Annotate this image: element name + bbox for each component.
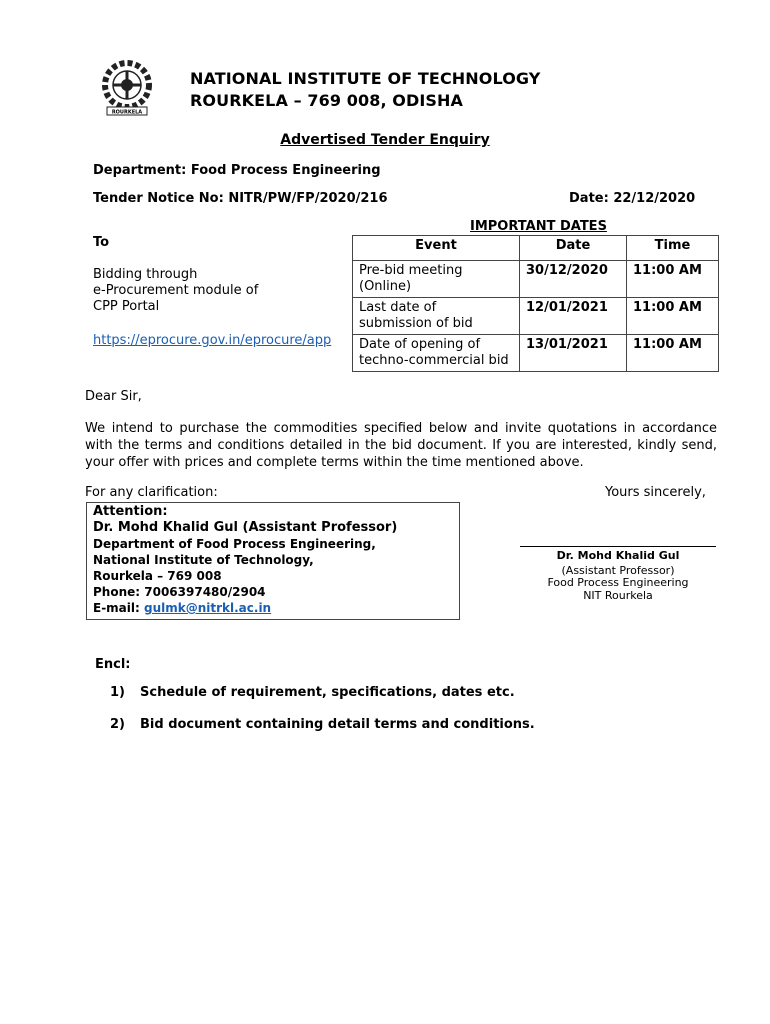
- col-date: Date: [520, 236, 627, 261]
- eprocure-link[interactable]: https://eprocure.gov.in/eprocure/app: [93, 333, 332, 348]
- to-address: [93, 267, 258, 315]
- contact-email-row: [93, 600, 453, 616]
- enclosure-num: 2): [110, 717, 125, 732]
- time-cell: 11:00 AM: [627, 335, 719, 372]
- contact-city: Rourkela – 769 008: [93, 569, 222, 583]
- tender-notice: Tender Notice No: NITR/PW/FP/2020/216: [93, 191, 388, 206]
- date-cell: 12/01/2021: [520, 298, 627, 335]
- contact-phone: Phone: 7006397480/2904: [93, 585, 266, 599]
- signature-institute: NIT Rourkela: [583, 589, 653, 602]
- salutation: Dear Sir,: [85, 389, 142, 404]
- enclosure-num: 1): [110, 685, 125, 700]
- page-title: Advertised Tender Enquiry: [280, 132, 490, 148]
- logo-text: ROURKELA: [111, 109, 143, 116]
- important-dates-heading: IMPORTANT DATES: [470, 219, 607, 234]
- clarification-label: For any clarification:: [85, 485, 218, 500]
- contact-box: [86, 502, 460, 620]
- enclosure-item: [110, 685, 515, 700]
- contact-dept: Department of Food Process Engineering,: [93, 537, 376, 551]
- body-paragraph: We intend to purchase the commodities specified below and invite quotations in accordance with the terms and conditions detailed in the bid document. If you are interested, kindly send, your offer with prices and complete terms within the time mentioned above.: [85, 421, 717, 470]
- institute-address: ROURKELA – 769 008, ODISHA: [190, 91, 464, 110]
- table-header-row: [353, 236, 719, 261]
- attention-label: Attention:: [93, 504, 168, 519]
- col-time: Time: [627, 236, 719, 261]
- table-row: [353, 335, 719, 372]
- institute-logo: [97, 57, 157, 117]
- to-line2: e-Procurement module of: [93, 283, 259, 298]
- contact-name: Dr. Mohd Khalid Gul (Assistant Professor): [93, 520, 398, 535]
- table-row: [353, 261, 719, 298]
- date-cell: 30/12/2020: [520, 261, 627, 298]
- department: Department: Food Process Engineering: [93, 163, 381, 178]
- signature-designation: (Assistant Professor): [561, 564, 675, 577]
- date-cell: 13/01/2021: [520, 335, 627, 372]
- contact-institute: National Institute of Technology,: [93, 553, 314, 567]
- time-cell: 11:00 AM: [627, 298, 719, 335]
- table-row: [353, 298, 719, 335]
- email-link[interactable]: gulmk@nitrkl.ac.in: [143, 601, 272, 615]
- enclosures-label: Encl:: [95, 657, 131, 672]
- institute-name: NATIONAL INSTITUTE OF TECHNOLOGY: [190, 69, 541, 88]
- enclosure-item: [110, 717, 535, 732]
- email-label: E-mail:: [93, 601, 144, 615]
- to-line3: CPP Portal: [93, 299, 160, 314]
- signature-department: Food Process Engineering: [547, 576, 689, 589]
- col-event: Event: [353, 236, 520, 261]
- enclosure-text: Bid document containing detail terms and conditions.: [140, 717, 535, 732]
- event-cell: Date of opening of techno-commercial bid: [353, 335, 520, 372]
- time-cell: 11:00 AM: [627, 261, 719, 298]
- event-cell: Pre-bid meeting (Online): [353, 261, 520, 298]
- signature-line: [520, 546, 716, 547]
- event-cell: Last date of submission of bid: [353, 298, 520, 335]
- to-label: To: [93, 235, 110, 250]
- important-dates-table: [352, 235, 719, 372]
- tender-date: Date: 22/12/2020: [569, 191, 696, 206]
- closing: Yours sincerely,: [605, 485, 706, 500]
- enclosure-text: Schedule of requirement, specifications, dates etc.: [140, 685, 515, 700]
- signature-name: Dr. Mohd Khalid Gul: [556, 549, 680, 562]
- to-line1: Bidding through: [93, 267, 198, 282]
